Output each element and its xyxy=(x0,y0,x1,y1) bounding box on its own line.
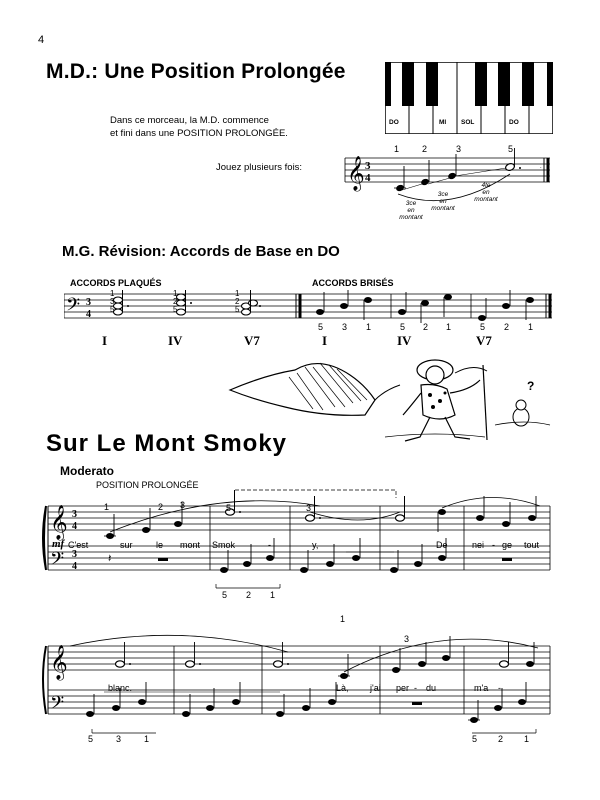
roman-IV-right: IV xyxy=(397,333,412,348)
lyric-12: tout xyxy=(524,540,540,550)
question-mark: ? xyxy=(527,379,535,393)
s1-finger-1: 1 xyxy=(104,502,110,512)
ex1-finger-5: 5 xyxy=(508,144,514,154)
s1-bass-finger-2: 2 xyxy=(246,590,252,600)
s2-finger-3: 3 xyxy=(404,634,410,644)
s2-lyric-7: m'a xyxy=(474,683,489,693)
interval-label-1: 3ce en montant xyxy=(399,200,423,221)
broken-fingering-4: 5 xyxy=(400,322,406,332)
music-system-2 xyxy=(40,614,555,748)
lyric-10: - xyxy=(492,540,495,550)
s2-bass-finger-5b: 5 xyxy=(472,734,478,744)
music-system-1 xyxy=(40,488,555,608)
treble-clef-1: 𝄞 xyxy=(50,505,68,540)
lyric-4: mont xyxy=(180,540,201,550)
s2-lyric-8: - xyxy=(498,683,501,693)
accords-plaques-label: ACCORDS PLAQUÉS xyxy=(70,278,162,288)
s2-lyric-6: du xyxy=(426,683,437,693)
svg-text:4: 4 xyxy=(86,309,91,320)
broken-fingering-2: 3 xyxy=(342,322,348,332)
key-label-sol: SOL xyxy=(461,119,475,126)
svg-text:3: 3 xyxy=(365,160,371,172)
exercise-notation xyxy=(340,148,555,228)
svg-text:3: 3 xyxy=(72,509,77,520)
dynamic-marking: mf xyxy=(52,538,65,550)
s2-finger-1: 1 xyxy=(340,614,346,624)
s2-bass-finger-1b: 1 xyxy=(524,734,530,744)
svg-text:4: 4 xyxy=(365,172,371,184)
s2-lyric-3: j'ai xyxy=(370,683,381,693)
broken-fingering-6: 1 xyxy=(446,322,452,332)
roman-I-left: I xyxy=(102,333,108,348)
exercise-staff xyxy=(340,144,555,228)
s2-bass-finger-1: 1 xyxy=(144,734,150,744)
interval-label-3: 4te en montant xyxy=(474,182,498,203)
lyric-5: Smok xyxy=(212,540,236,550)
broken-fingering-7: 5 xyxy=(480,322,486,332)
bass-clef-2: 𝄢 xyxy=(50,693,65,718)
lyric-1: C'est xyxy=(68,540,89,550)
chord-1-fingering: 1 3 5 xyxy=(110,289,115,314)
broken-fingering-1: 5 xyxy=(318,322,324,332)
key-label-do: DO xyxy=(389,119,399,126)
s1-bass-finger-5: 5 xyxy=(222,590,228,600)
s1-finger-2: 2 xyxy=(158,502,164,512)
broken-fingering-8: 2 xyxy=(504,322,510,332)
roman-V7-right: V7 xyxy=(476,333,492,348)
svg-text:3: 3 xyxy=(72,549,77,560)
s2-lyric-1: blanc. xyxy=(108,683,133,693)
exercise-instruction: Jouez plusieurs fois: xyxy=(216,162,303,173)
s2-lyric-2: Là, xyxy=(336,683,349,693)
s2-bass-finger-3: 3 xyxy=(116,734,122,744)
roman-V7-left: V7 xyxy=(244,333,260,348)
ex1-finger-3: 3 xyxy=(456,144,462,154)
lyric-3: le xyxy=(156,540,164,550)
page-title: M.D.: Une Position Prolongée xyxy=(46,60,346,83)
lyric-9: nei xyxy=(472,540,485,550)
s2-bass-finger-2b: 2 xyxy=(498,734,504,744)
key-label-mi: MI xyxy=(439,119,447,126)
interval-label-2: 3ce en montant xyxy=(431,191,455,212)
ex1-finger-1: 1 xyxy=(394,144,400,154)
chord-2-fingering: 1 2 5 xyxy=(173,289,178,314)
lyric-2: sur xyxy=(120,540,133,550)
intro-line-2: et fini dans une POSITION PROLONGÉE. xyxy=(110,128,288,139)
chord-3-fingering: 1 2 5 xyxy=(235,289,240,314)
svg-text:.: . xyxy=(540,164,542,170)
svg-text:3: 3 xyxy=(86,297,91,308)
intro-line-1: Dans ce morceau, la M.D. commence xyxy=(110,115,269,126)
bass-clef: 𝄢 xyxy=(66,295,81,320)
page-number: 4 xyxy=(38,34,45,46)
s2-lyric-4: per xyxy=(396,683,410,693)
accords-brises-label: ACCORDS BRISÉS xyxy=(312,278,394,288)
s1-finger-5: 5 xyxy=(226,503,232,513)
roman-I-right: I xyxy=(322,333,328,348)
s2-bass-finger-5: 5 xyxy=(88,734,94,744)
roman-IV-left: IV xyxy=(168,333,183,348)
svg-text:𝄽: 𝄽 xyxy=(108,552,112,565)
lyric-6: - xyxy=(268,540,271,550)
song-title: Sur Le Mont Smoky xyxy=(46,430,288,457)
svg-text:4: 4 xyxy=(72,521,77,532)
tempo-marking: Moderato xyxy=(60,464,114,478)
s1-finger-3: 3 xyxy=(180,500,186,510)
lyric-7: y, xyxy=(312,540,319,550)
lyric-8: De xyxy=(436,540,448,550)
broken-fingering-9: 1 xyxy=(528,322,534,332)
broken-fingering-5: 2 xyxy=(423,322,429,332)
treble-clef: 𝄞 xyxy=(347,156,365,191)
treble-clef-2: 𝄞 xyxy=(50,645,68,680)
intro-text xyxy=(110,114,350,140)
svg-text:4: 4 xyxy=(72,561,77,572)
ex1-finger-2: 2 xyxy=(422,144,428,154)
position-label: POSITION PROLONGÉE xyxy=(96,480,199,490)
lyric-11: ge xyxy=(502,540,513,550)
s1-finger-3b: 3 xyxy=(306,503,312,513)
keyboard-diagram xyxy=(385,62,553,134)
broken-fingering-3: 1 xyxy=(366,322,372,332)
section-heading: M.G. Révision: Accords de Base en DO xyxy=(62,243,340,260)
bass-clef-1: 𝄢 xyxy=(50,549,65,574)
key-label-do-high: DO xyxy=(509,119,519,126)
s1-bass-finger-1: 1 xyxy=(270,590,276,600)
s2-lyric-5: - xyxy=(414,683,417,693)
